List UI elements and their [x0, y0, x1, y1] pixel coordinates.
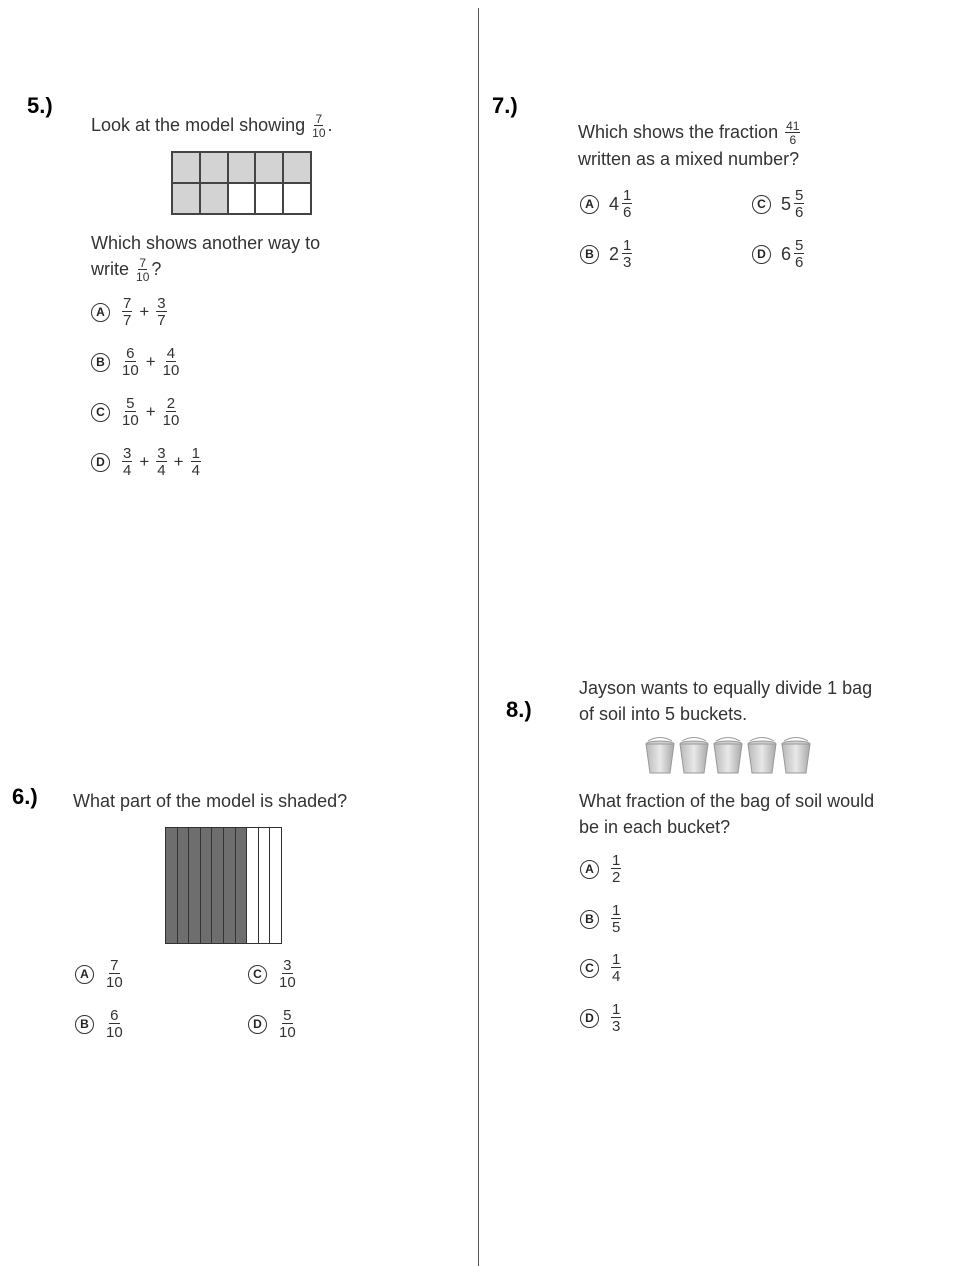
- option-bubble-c[interactable]: C: [248, 965, 267, 984]
- q8-buckets-illustration: [644, 736, 812, 776]
- option-bubble-a[interactable]: A: [91, 303, 110, 322]
- q8-prompt: Jayson wants to equally divide 1 bag of soil into 5 buckets.: [579, 678, 873, 724]
- q6-prompt: What part of the model is shaded?: [73, 791, 348, 811]
- option-bubble-c[interactable]: C: [752, 195, 771, 214]
- option-bubble-d[interactable]: D: [580, 1009, 599, 1028]
- q8-option-d[interactable]: D $\frac{1}{3}$: [580, 1002, 623, 1034]
- q5-model-cell: [172, 152, 200, 183]
- q5-question-fraction: $\frac{7}{10}$: [136, 256, 150, 285]
- q5-model-cell: [200, 183, 228, 214]
- option-bubble-a[interactable]: A: [580, 860, 599, 879]
- option-bubble-c[interactable]: C: [91, 403, 110, 422]
- q5-option-d[interactable]: D $\frac{3}{4}$ + $\frac{3}{4}$ + $\frac{1}{4}$: [91, 446, 203, 478]
- bucket-icon: [748, 738, 776, 774]
- q6-option-a[interactable]: A $\frac{7}{10}$: [75, 958, 125, 990]
- q8-option-c[interactable]: C $\frac{1}{4}$: [580, 952, 623, 984]
- q5-option-a[interactable]: A $\frac{7}{7}$ + $\frac{3}{7}$: [91, 296, 169, 328]
- q5-fraction-model: [171, 151, 312, 215]
- q6-model-strip: [189, 828, 201, 943]
- q7-number: 7.): [492, 93, 518, 118]
- q5-model-cell: [255, 152, 283, 183]
- q6-model-strip: [178, 828, 190, 943]
- q5-prompt: Look at the model showing $\frac{7}{10}$ .: [91, 112, 333, 141]
- q6-option-c[interactable]: C $\frac{3}{10}$: [248, 958, 298, 990]
- option-bubble-b[interactable]: B: [580, 910, 599, 929]
- option-bubble-a[interactable]: A: [580, 195, 599, 214]
- q7-option-c[interactable]: C 5 $\frac{5}{6}$: [752, 188, 806, 220]
- q6-model-strip: [212, 828, 224, 943]
- q5-model-cell: [228, 183, 256, 214]
- bucket-icon: [646, 738, 674, 774]
- option-bubble-b[interactable]: B: [91, 353, 110, 372]
- q7-prompt: Which shows the fraction $\frac{41}{6}$ written as a mixed number?: [578, 119, 800, 170]
- bucket-icon: [714, 738, 742, 774]
- q6-model-strip: [201, 828, 213, 943]
- q5-model-cell: [172, 183, 200, 214]
- q5-option-c[interactable]: C $\frac{5}{10}$ + $\frac{2}{10}$: [91, 396, 181, 428]
- q8-number: 8.): [506, 697, 532, 722]
- q6-number: 6.): [12, 784, 38, 809]
- q5-model-cell: [283, 152, 311, 183]
- q6-model-strip: [166, 828, 178, 943]
- option-bubble-a[interactable]: A: [75, 965, 94, 984]
- q6-option-b[interactable]: B $\frac{6}{10}$: [75, 1008, 125, 1040]
- q7-option-d[interactable]: D 6 $\frac{5}{6}$: [752, 238, 806, 270]
- q7-option-a[interactable]: A 4 $\frac{1}{6}$: [580, 188, 634, 220]
- q7-prompt-fraction: $\frac{41}{6}$: [786, 119, 800, 148]
- bucket-icon: [680, 738, 708, 774]
- q5-model-cell: [228, 152, 256, 183]
- option-bubble-d[interactable]: D: [91, 453, 110, 472]
- q5-number: 5.): [27, 93, 53, 118]
- q6-model-strip: [259, 828, 271, 943]
- q6-model-strip: [224, 828, 236, 943]
- q8-question: What fraction of the bag of soil would be in each bucket?: [579, 791, 875, 837]
- option-bubble-d[interactable]: D: [752, 245, 771, 264]
- q8-option-a[interactable]: A $\frac{1}{2}$: [580, 853, 623, 885]
- q6-fraction-model: [165, 827, 282, 944]
- q5-model-cell: [283, 183, 311, 214]
- q5-prompt-fraction: $\frac{7}{10}$: [312, 112, 326, 141]
- q6-model-strip: [236, 828, 248, 943]
- q5-option-b[interactable]: B $\frac{6}{10}$ + $\frac{4}{10}$: [91, 346, 181, 378]
- option-bubble-b[interactable]: B: [580, 245, 599, 264]
- q5-question: Which shows another way to write $\frac{7}{10}$ ?: [91, 233, 321, 285]
- q5-model-cell: [200, 152, 228, 183]
- q8-option-b[interactable]: B $\frac{1}{5}$: [580, 903, 623, 935]
- option-bubble-d[interactable]: D: [248, 1015, 267, 1034]
- q7-option-b[interactable]: B 2 $\frac{1}{3}$: [580, 238, 634, 270]
- option-bubble-b[interactable]: B: [75, 1015, 94, 1034]
- column-divider: [478, 8, 479, 1266]
- q5-model-cell: [255, 183, 283, 214]
- option-bubble-c[interactable]: C: [580, 959, 599, 978]
- q6-option-d[interactable]: D $\frac{5}{10}$: [248, 1008, 298, 1040]
- q6-model-strip: [247, 828, 259, 943]
- q6-model-strip: [270, 828, 281, 943]
- bucket-icon: [782, 738, 810, 774]
